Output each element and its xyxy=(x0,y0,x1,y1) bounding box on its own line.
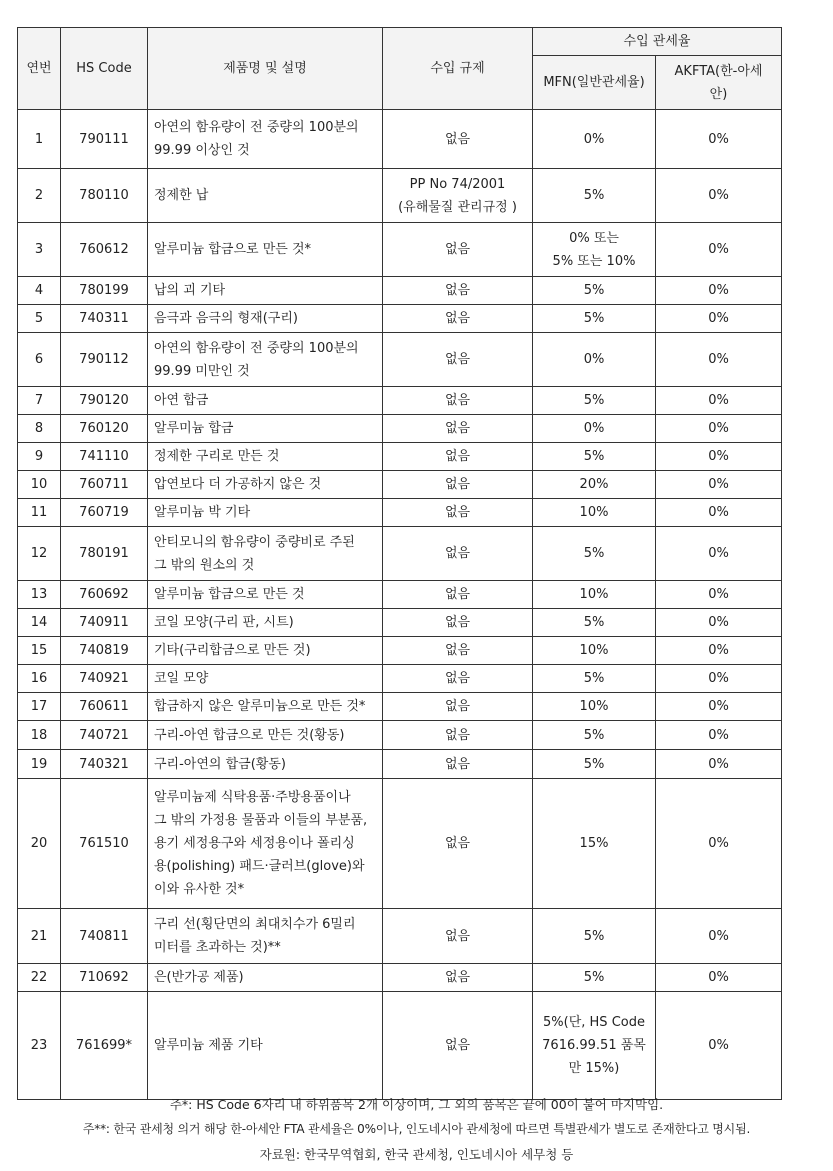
cell-hs-code: 780110 xyxy=(61,169,148,223)
cell-mfn: 5% xyxy=(533,721,656,750)
cell-akfta: 0% xyxy=(656,277,782,305)
cell-description: 아연 합금 xyxy=(148,387,383,415)
cell-akfta: 0% xyxy=(656,665,782,693)
cell-mfn: 5% xyxy=(533,527,656,581)
cell-akfta: 0% xyxy=(656,909,782,964)
cell-mfn: 20% xyxy=(533,471,656,499)
cell-hs-code: 760611 xyxy=(61,693,148,721)
cell-mfn: 5% xyxy=(533,387,656,415)
cell-regulation: 없음 xyxy=(383,750,533,779)
table-row xyxy=(18,779,782,909)
cell-hs-code: 780199 xyxy=(61,277,148,305)
cell-mfn: 5% xyxy=(533,443,656,471)
cell-regulation: 없음 xyxy=(383,665,533,693)
cell-akfta: 0% xyxy=(656,721,782,750)
cell-regulation: 없음 xyxy=(383,443,533,471)
cell-no: 20 xyxy=(18,779,61,909)
cell-mfn: 5% xyxy=(533,169,656,223)
cell-regulation: 없음 xyxy=(383,637,533,665)
cell-no: 17 xyxy=(18,693,61,721)
cell-no: 1 xyxy=(18,110,61,169)
cell-hs-code: 740811 xyxy=(61,909,148,964)
cell-mfn: 5% xyxy=(533,305,656,333)
table-row xyxy=(18,527,782,581)
cell-hs-code: 760120 xyxy=(61,415,148,443)
cell-mfn: 5% xyxy=(533,909,656,964)
cell-mfn: 5% xyxy=(533,665,656,693)
cell-hs-code: 761699* xyxy=(61,992,148,1100)
cell-no: 16 xyxy=(18,665,61,693)
cell-description: 은(반가공 제품) xyxy=(148,964,383,992)
cell-no: 4 xyxy=(18,277,61,305)
cell-no: 11 xyxy=(18,499,61,527)
cell-no: 21 xyxy=(18,909,61,964)
footnote-double-star: 주**: 한국 관세청 의거 해당 한-아세안 FTA 관세율은 0%이나, 인도네시아 관세청에 따르면 특별관세가 별도로 존재한다고 명시됨. xyxy=(82,1122,751,1136)
table-row xyxy=(18,110,782,169)
cell-regulation: 없음 xyxy=(383,609,533,637)
cell-hs-code: 790111 xyxy=(61,110,148,169)
cell-description: 코일 모양(구리 판, 시트) xyxy=(148,609,383,637)
cell-no: 2 xyxy=(18,169,61,223)
cell-regulation: 없음 xyxy=(383,581,533,609)
table-row xyxy=(18,750,782,779)
cell-regulation: 없음 xyxy=(383,499,533,527)
table-row xyxy=(18,909,782,964)
cell-regulation: 없음 xyxy=(383,110,533,169)
cell-hs-code: 760692 xyxy=(61,581,148,609)
cell-no: 3 xyxy=(18,223,61,277)
cell-regulation: PP No 74/2001 (유해물질 관리규정 ) xyxy=(383,169,533,223)
footnote-single-star: 주*: HS Code 6자리 내 하위품목 2개 이상이며, 그 외의 품목은 끝에 00이 붙어 마지막임. xyxy=(169,1097,664,1112)
cell-description: 알루미늄 제품 기타 xyxy=(148,992,383,1100)
cell-description: 구리-아연의 합금(황동) xyxy=(148,750,383,779)
cell-description: 음극과 음극의 형재(구리) xyxy=(148,305,383,333)
cell-regulation: 없음 xyxy=(383,333,533,387)
table-row xyxy=(18,693,782,721)
cell-description: 합금하지 않은 알루미늄으로 만든 것* xyxy=(148,693,383,721)
cell-akfta: 0% xyxy=(656,471,782,499)
cell-mfn: 5% xyxy=(533,609,656,637)
cell-regulation: 없음 xyxy=(383,992,533,1100)
cell-hs-code: 790120 xyxy=(61,387,148,415)
cell-mfn: 15% xyxy=(533,779,656,909)
table-row xyxy=(18,169,782,223)
header-mfn: MFN(일반관세율) xyxy=(533,56,656,110)
cell-hs-code: 740911 xyxy=(61,609,148,637)
cell-akfta: 0% xyxy=(656,609,782,637)
cell-akfta: 0% xyxy=(656,637,782,665)
cell-mfn: 5% xyxy=(533,964,656,992)
cell-description: 정제한 구리로 만든 것 xyxy=(148,443,383,471)
cell-regulation: 없음 xyxy=(383,387,533,415)
cell-akfta: 0% xyxy=(656,333,782,387)
header-description: 제품명 및 설명 xyxy=(148,28,383,110)
cell-hs-code: 710692 xyxy=(61,964,148,992)
table-row xyxy=(18,333,782,387)
table-row xyxy=(18,964,782,992)
cell-description: 안티모니의 함유량이 중량비로 주된 그 밖의 원소의 것 xyxy=(148,527,383,581)
cell-hs-code: 740321 xyxy=(61,750,148,779)
table-row xyxy=(18,223,782,277)
cell-regulation: 없음 xyxy=(383,693,533,721)
cell-mfn: 10% xyxy=(533,637,656,665)
cell-hs-code: 740311 xyxy=(61,305,148,333)
cell-mfn: 5% xyxy=(533,277,656,305)
cell-no: 15 xyxy=(18,637,61,665)
cell-hs-code: 780191 xyxy=(61,527,148,581)
cell-akfta: 0% xyxy=(656,581,782,609)
cell-hs-code: 760719 xyxy=(61,499,148,527)
cell-description: 구리-아연 합금으로 만든 것(황동) xyxy=(148,721,383,750)
cell-mfn: 10% xyxy=(533,499,656,527)
cell-no: 12 xyxy=(18,527,61,581)
cell-no: 19 xyxy=(18,750,61,779)
cell-akfta: 0% xyxy=(656,964,782,992)
cell-akfta: 0% xyxy=(656,223,782,277)
cell-regulation: 없음 xyxy=(383,471,533,499)
header-import-regulation: 수입 규제 xyxy=(383,28,533,110)
cell-akfta: 0% xyxy=(656,750,782,779)
cell-mfn: 0% 또는 5% 또는 10% xyxy=(533,223,656,277)
cell-description: 구리 선(횡단면의 최대치수가 6밀리 미터를 초과하는 것)** xyxy=(148,909,383,964)
header-akfta: AKFTA(한-아세 안) xyxy=(656,56,782,110)
table-row xyxy=(18,499,782,527)
cell-regulation: 없음 xyxy=(383,415,533,443)
notes xyxy=(0,1092,833,1167)
cell-description: 알루미늄제 식탁용품·주방용품이나 그 밖의 가정용 물품과 이들의 부분품, 용기 세정용구와 세정용이나 폴리싱 용(polishing) 패드·글러브(glove)와 이와 유사한 것* xyxy=(148,779,383,909)
cell-regulation: 없음 xyxy=(383,527,533,581)
cell-regulation: 없음 xyxy=(383,305,533,333)
cell-hs-code: 790112 xyxy=(61,333,148,387)
cell-description: 알루미늄 박 기타 xyxy=(148,499,383,527)
cell-hs-code: 740921 xyxy=(61,665,148,693)
cell-akfta: 0% xyxy=(656,110,782,169)
table-row xyxy=(18,721,782,750)
cell-no: 18 xyxy=(18,721,61,750)
cell-description: 기타(구리합금으로 만든 것) xyxy=(148,637,383,665)
tariff-table xyxy=(17,27,782,1100)
source-note: 자료원: 한국무역협회, 한국 관세청, 인도네시아 세무청 등 xyxy=(259,1147,574,1162)
cell-akfta: 0% xyxy=(656,387,782,415)
header-no: 연번 xyxy=(18,28,61,110)
cell-description: 납의 괴 기타 xyxy=(148,277,383,305)
cell-no: 9 xyxy=(18,443,61,471)
cell-akfta: 0% xyxy=(656,305,782,333)
table-row xyxy=(18,471,782,499)
header-hs-code: HS Code xyxy=(61,28,148,110)
table-row xyxy=(18,415,782,443)
cell-regulation: 없음 xyxy=(383,964,533,992)
cell-no: 5 xyxy=(18,305,61,333)
cell-mfn: 5% xyxy=(533,750,656,779)
cell-description: 아연의 함유량이 전 중량의 100분의 99.99 이상인 것 xyxy=(148,110,383,169)
cell-hs-code: 761510 xyxy=(61,779,148,909)
cell-regulation: 없음 xyxy=(383,223,533,277)
cell-hs-code: 740819 xyxy=(61,637,148,665)
cell-akfta: 0% xyxy=(656,779,782,909)
cell-description: 알루미늄 합금 xyxy=(148,415,383,443)
header-import-tariff: 수입 관세율 xyxy=(533,28,782,56)
cell-mfn: 0% xyxy=(533,333,656,387)
cell-no: 14 xyxy=(18,609,61,637)
cell-description: 정제한 납 xyxy=(148,169,383,223)
cell-mfn: 0% xyxy=(533,415,656,443)
cell-description: 압연보다 더 가공하지 않은 것 xyxy=(148,471,383,499)
cell-no: 13 xyxy=(18,581,61,609)
cell-akfta: 0% xyxy=(656,527,782,581)
cell-regulation: 없음 xyxy=(383,909,533,964)
cell-description: 알루미늄 합금으로 만든 것* xyxy=(148,223,383,277)
table-row xyxy=(18,443,782,471)
cell-hs-code: 740721 xyxy=(61,721,148,750)
cell-mfn: 10% xyxy=(533,581,656,609)
cell-no: 23 xyxy=(18,992,61,1100)
cell-regulation: 없음 xyxy=(383,277,533,305)
cell-mfn: 10% xyxy=(533,693,656,721)
cell-regulation: 없음 xyxy=(383,779,533,909)
cell-no: 10 xyxy=(18,471,61,499)
cell-hs-code: 760612 xyxy=(61,223,148,277)
table-row xyxy=(18,387,782,415)
table-body xyxy=(18,110,782,1100)
cell-no: 22 xyxy=(18,964,61,992)
table-row xyxy=(18,637,782,665)
cell-akfta: 0% xyxy=(656,992,782,1100)
cell-hs-code: 760711 xyxy=(61,471,148,499)
cell-no: 6 xyxy=(18,333,61,387)
cell-no: 7 xyxy=(18,387,61,415)
cell-akfta: 0% xyxy=(656,693,782,721)
cell-hs-code: 741110 xyxy=(61,443,148,471)
cell-no: 8 xyxy=(18,415,61,443)
cell-akfta: 0% xyxy=(656,443,782,471)
cell-description: 알루미늄 합금으로 만든 것 xyxy=(148,581,383,609)
cell-description: 아연의 함유량이 전 중량의 100분의 99.99 미만인 것 xyxy=(148,333,383,387)
cell-akfta: 0% xyxy=(656,499,782,527)
cell-akfta: 0% xyxy=(656,169,782,223)
cell-mfn: 5%(단, HS Code 7616.99.51 품목 만 15%) xyxy=(533,992,656,1100)
table-row xyxy=(18,665,782,693)
table-row xyxy=(18,305,782,333)
table-row xyxy=(18,277,782,305)
cell-regulation: 없음 xyxy=(383,721,533,750)
table-row xyxy=(18,581,782,609)
cell-mfn: 0% xyxy=(533,110,656,169)
table-row xyxy=(18,992,782,1100)
cell-akfta: 0% xyxy=(656,415,782,443)
table-row xyxy=(18,609,782,637)
cell-description: 코일 모양 xyxy=(148,665,383,693)
